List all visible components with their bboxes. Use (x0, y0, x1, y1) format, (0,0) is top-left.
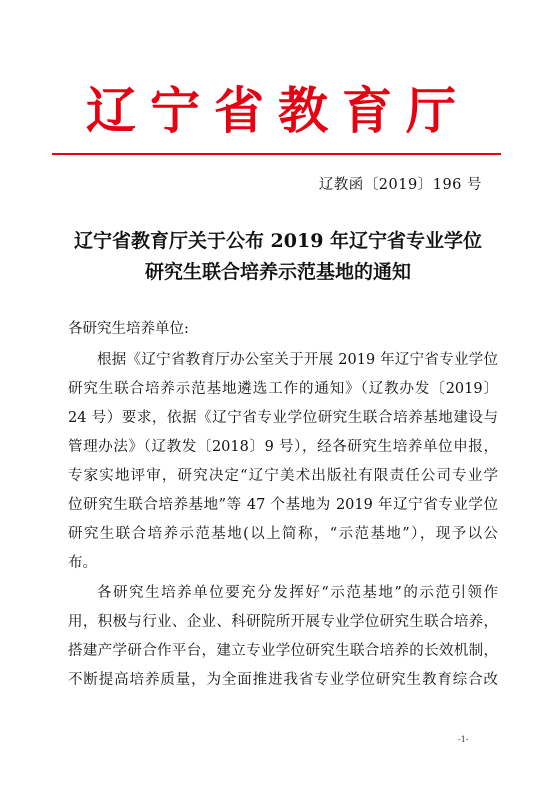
paragraph-line: 24 号）要求，依据《辽宁省专业学位研究生联合培养基地建设与 (68, 410, 498, 426)
document-number: 辽教函〔2019〕196 号 (318, 177, 482, 193)
paragraph-line: 布。 (68, 555, 97, 571)
page-number: -1- (458, 735, 469, 744)
paragraph-line: 搭建产学研合作平台，建立专业学位研究生联合培养的长效机制， (68, 643, 498, 659)
paragraph-line: 各研究生培养单位要充分发挥好“示范基地”的示范引领作 (97, 585, 498, 601)
masthead-org-name: 辽宁省教育厅 (86, 81, 470, 140)
document-title-line-1: 辽宁省教育厅关于公布 2019 年辽宁省专业学位 (73, 230, 483, 252)
paragraph-line: 位研究生联合培养基地”等 47 个基地为 2019 年辽宁省专业学位 (68, 497, 498, 513)
paragraph-line: 管理办法》（辽教发〔2018〕9 号），经各研究生培养单位申报， (68, 439, 498, 455)
masthead-red-rule (52, 153, 501, 155)
paragraph-line: 专家实地评审，研究决定“辽宁美术出版社有限责任公司专业学 (68, 468, 498, 484)
paragraph-line: 研究生联合培养示范基地遴选工作的通知》（辽教办发〔2019〕 (68, 381, 498, 397)
paragraph-line: 根据《辽宁省教育厅办公室关于开展 2019 年辽宁省专业学位 (97, 352, 498, 368)
document-title-line-2: 研究生联合培养示范基地的通知 (144, 261, 411, 283)
salutation: 各研究生培养单位: (68, 321, 189, 337)
paragraph-line: 研究生联合培养示范基地(以上简称，“示范基地”），现予以公 (68, 526, 498, 542)
paragraph-line: 用，积极与行业、企业、科研院所开展专业学位研究生联合培养， (68, 614, 498, 630)
paragraph-line: 不断提高培养质量，为全面推进我省专业学位研究生教育综合改 (68, 672, 498, 688)
